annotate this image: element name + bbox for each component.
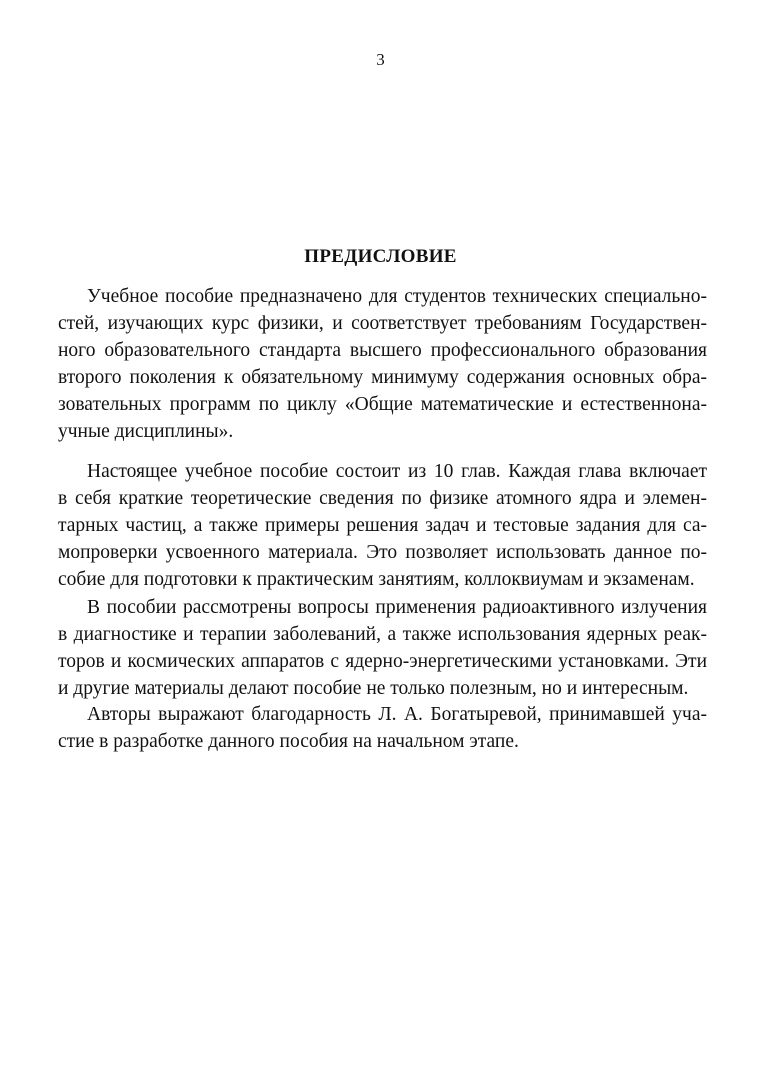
text-line: В пособии рассмотрены вопросы применения радиоактивного излучения	[87, 597, 707, 618]
text-line: ного образовательного стандарта высшего профессионального образования	[58, 340, 707, 361]
text-line: тарных частиц, а также примеры решения задач и тестовые задания для са-	[58, 515, 707, 536]
paragraph-1	[58, 283, 707, 445]
text-line: Авторы выражают благодарность Л. А. Богатыревой, принимавшей уча-	[87, 704, 707, 725]
text-line: мопроверки усвоенного материала. Это позволяет использовать данное по-	[58, 542, 707, 563]
text-line: собие для подготовки к практическим занятиям, коллоквиумам и экзаменам.	[58, 569, 695, 590]
paragraph-3	[58, 594, 707, 702]
text-line: и другие материалы делают пособие не только полезным, но и интересным.	[58, 678, 689, 699]
paragraph-2	[58, 458, 707, 593]
paragraph-4	[58, 701, 707, 755]
text-line: стие в разработке данного пособия на начальном этапе.	[58, 731, 519, 752]
text-line: учные дисциплины».	[58, 421, 234, 442]
text-line: в себя краткие теоретические сведения по физике атомного ядра и элемен-	[58, 488, 707, 509]
text-line: торов и космических аппаратов с ядерно-энергетическими установками. Эти	[58, 651, 707, 672]
text-line: в диагностике и терапии заболеваний, а также использования ядерных реак-	[58, 624, 707, 645]
text-line: второго поколения к обязательному минимуму содержания основных обра-	[58, 367, 707, 388]
page-title: ПРЕДИСЛОВИЕ	[304, 246, 457, 267]
text-line: Учебное пособие предназначено для студентов технических специально-	[87, 286, 707, 307]
text-line: стей, изучающих курс физики, и соответствует требованиям Государствен-	[58, 313, 707, 334]
text-line: Настоящее учебное пособие состоит из 10 глав. Каждая глава включает	[87, 461, 707, 482]
text-line: зовательных программ по циклу «Общие математические и естественнона-	[58, 394, 707, 415]
page-number: 3	[376, 50, 385, 69]
